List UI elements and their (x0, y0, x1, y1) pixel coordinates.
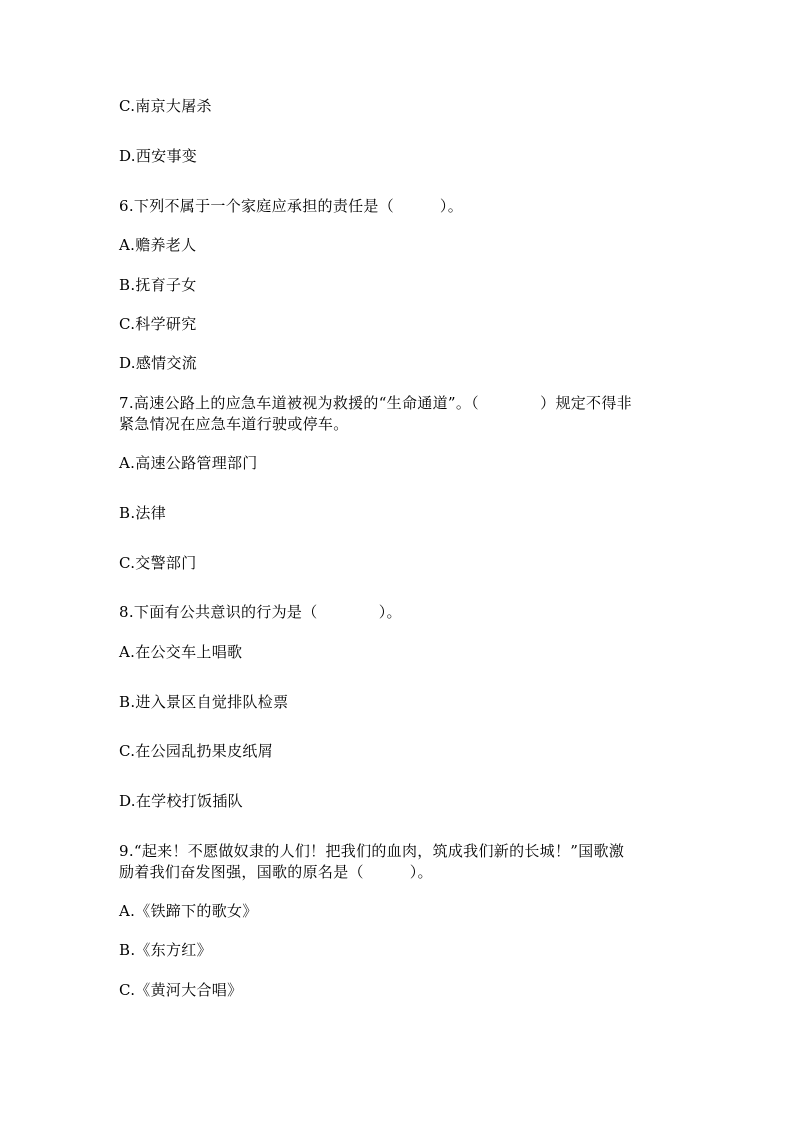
q7-stem-line1: 7.高速公路上的应急车道被视为救援的“生命通道”。（ ）规定不得非 (119, 394, 632, 412)
q8-option-c: C.在公园乱扔果皮纸屑 (119, 742, 274, 760)
q7-stem-line2: 紧急情况在应急车道行驶或停车。 (119, 415, 349, 433)
q9-option-a: A.《铁蹄下的歌女》 (119, 902, 258, 920)
q7-option-b: B.法律 (119, 504, 166, 522)
q9-stem-line2: 励着我们奋发图强，国歌的原名是（ ）。 (119, 863, 433, 881)
q6-option-c: C.科学研究 (119, 315, 197, 333)
q8-stem: 8.下面有公共意识的行为是（ ）。 (119, 603, 402, 621)
q8-option-b: B.进入景区自觉排队检票 (119, 693, 289, 711)
q6-stem: 6.下列不属于一个家庭应承担的责任是（ ）。 (119, 197, 464, 215)
q9-option-c: C.《黄河大合唱》 (119, 981, 243, 999)
q5-option-d: D.西安事变 (119, 147, 198, 165)
q7-option-a: A.高速公路管理部门 (119, 454, 258, 472)
q8-option-a: A.在公交车上唱歌 (119, 643, 243, 661)
q8-option-d: D.在学校打饭插队 (119, 792, 243, 810)
q7-option-c: C.交警部门 (119, 554, 197, 572)
q5-option-c: C.南京大屠杀 (119, 97, 212, 115)
q9-option-b: B.《东方红》 (119, 941, 212, 959)
q6-option-b: B.抚育子女 (119, 276, 197, 294)
q9-stem-line1: 9.“起来！不愿做奴隶的人们！把我们的血肉，筑成我们新的长城！”国歌激 (119, 842, 625, 860)
q6-option-d: D.感情交流 (119, 354, 198, 372)
q6-option-a: A.赡养老人 (119, 236, 197, 254)
